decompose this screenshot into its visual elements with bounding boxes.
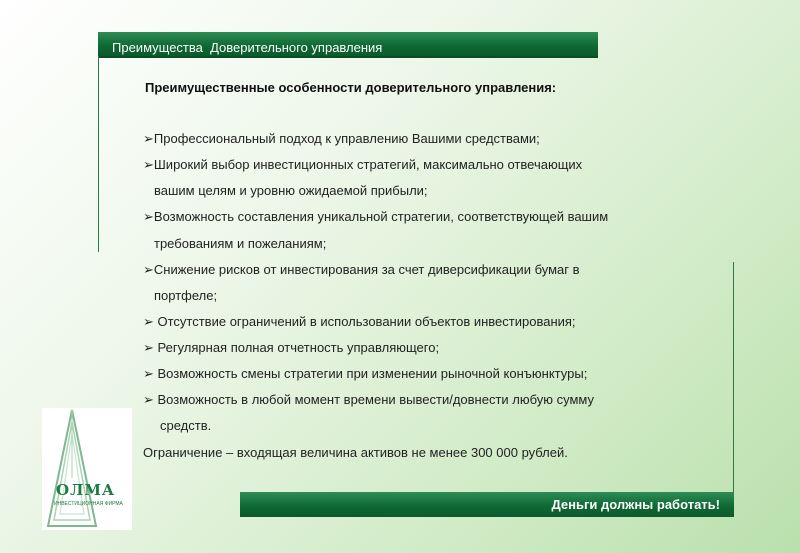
bullet-item: ➢ Отсутствие ограничений в использовании объектов инвестирования;	[143, 314, 576, 329]
footer-slogan: Деньги должны работать!	[551, 497, 720, 512]
bullet-continuation: требованиям и пожеланиям;	[154, 236, 327, 251]
bullet-continuation: средств.	[160, 418, 212, 433]
restriction-note: Ограничение – входящая величина активов не менее 300 000 рублей.	[143, 445, 568, 460]
content-heading: Преимущественные особенности доверительного управления:	[145, 80, 557, 95]
bullet-item: ➢Снижение рисков от инвестирования за счет диверсификации бумаг в	[143, 262, 580, 277]
slide-title: Преимущества Доверительного управления	[112, 40, 383, 55]
footer-bar	[240, 492, 734, 517]
triangle-logo-icon	[42, 408, 132, 530]
bullet-continuation: портфеле;	[154, 288, 218, 303]
logo-name: ОЛМА	[56, 481, 116, 499]
bullet-continuation: вашим целям и уровню ожидаемой прибыли;	[154, 183, 428, 198]
bullet-item: ➢ Регулярная полная отчетность управляющего;	[143, 340, 440, 355]
bullet-item: ➢ Возможность смены стратегии при изменении рыночной конъюнктуры;	[143, 366, 588, 381]
olma-logo	[42, 408, 132, 530]
bullet-item: ➢Возможность составления уникальной стратегии, соответствующей вашим	[143, 209, 609, 224]
bullet-item: ➢Широкий выбор инвестиционных стратегий, максимально отвечающих	[143, 157, 583, 172]
bullet-item: ➢Профессиональный подход к управлению Вашими средствами;	[143, 131, 540, 146]
bullet-item: ➢ Возможность в любой момент времени вывести/довнести любую сумму	[143, 392, 595, 407]
logo-subtitle: ИНВЕСТИЦИОННАЯ ФИРМА	[54, 501, 123, 507]
